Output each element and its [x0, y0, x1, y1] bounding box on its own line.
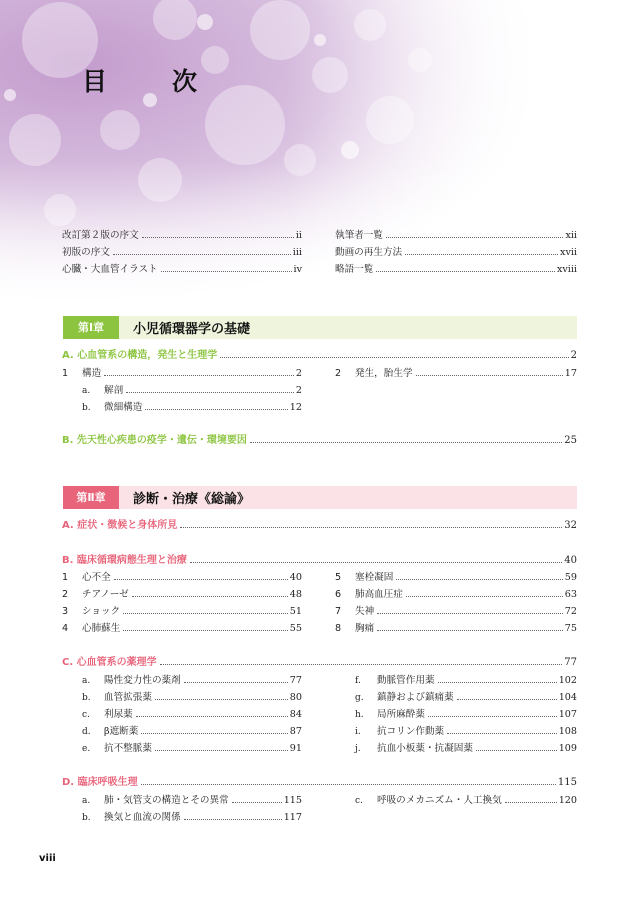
entry-label: 動画の再生方法 [335, 247, 403, 258]
entry-page: 2 [295, 385, 302, 396]
leader-dots [161, 271, 292, 272]
entry-page: iii [292, 247, 302, 258]
leader-dots [377, 630, 563, 631]
entry-page: 115 [283, 795, 302, 806]
entry-label: 呼吸のメカニズム・人工換気 [377, 795, 502, 806]
leader-dots [113, 254, 291, 255]
entry-label: β遮断薬 [104, 726, 139, 737]
chapter-1-badge: 第Ⅰ章 [63, 316, 119, 339]
leader-dots [376, 271, 555, 272]
entry-page: xviii [556, 264, 577, 275]
entry-label: 失神 [355, 606, 375, 617]
toc-entry[interactable] [355, 725, 577, 739]
leader-dots [141, 784, 556, 785]
toc-entry[interactable] [335, 588, 577, 601]
entry-label: 解剖 [104, 385, 124, 396]
entry-page: 77 [289, 675, 302, 686]
toc-entry[interactable] [82, 401, 302, 415]
entry-page: 55 [289, 623, 302, 634]
leader-dots [132, 596, 288, 597]
entry-page: 48 [289, 589, 302, 600]
entry-label: 利尿薬 [104, 709, 133, 720]
toc-entry[interactable] [62, 367, 302, 380]
section-label: B. 臨床循環病態生理と治療 [62, 555, 187, 566]
leader-dots [377, 613, 563, 614]
entry-label: 局所麻酔薬 [377, 709, 425, 720]
leader-dots [190, 562, 562, 563]
entry-page: 59 [564, 572, 577, 583]
entry-label: 初版の序文 [62, 247, 110, 258]
leader-dots [184, 819, 282, 820]
section-label: B. 先天性心疾患の疫学・遺伝・環境要因 [62, 435, 247, 446]
entry-page: 40 [289, 572, 302, 583]
entry-letter: b. [82, 693, 91, 703]
chapter-1-title: 小児循環器学の基礎 [133, 322, 251, 337]
entry-page: 17 [564, 368, 577, 379]
leader-dots [180, 527, 562, 528]
toc-entry[interactable] [62, 263, 302, 276]
entry-letter: c. [82, 710, 90, 720]
entry-label: 心不全 [82, 572, 111, 583]
toc-entry[interactable] [335, 367, 577, 380]
section-page: 2 [570, 350, 577, 361]
entry-page: 84 [289, 709, 302, 720]
entry-number: 5 [335, 572, 342, 583]
entry-label: 微細構造 [104, 402, 143, 413]
toc-entry[interactable] [82, 691, 302, 705]
entry-number: 3 [62, 606, 69, 617]
entry-label: 肺・気管支の構造とその異常 [104, 795, 229, 806]
toc-entry[interactable] [82, 725, 302, 739]
toc-entry[interactable] [82, 708, 302, 722]
leader-dots [447, 733, 557, 734]
leader-dots [416, 375, 563, 376]
section-label: C. 心血管系の薬理学 [62, 657, 157, 668]
entry-page: 80 [289, 692, 302, 703]
leader-dots [386, 237, 563, 238]
entry-label: 心臓・大血管イラスト [62, 264, 158, 275]
chapter-2-header[interactable] [63, 486, 577, 509]
entry-number: 1 [62, 368, 69, 379]
toc-entry[interactable] [355, 674, 577, 688]
leader-dots [476, 750, 557, 751]
toc-entry[interactable] [335, 622, 577, 635]
toc-entry[interactable] [62, 571, 302, 584]
toc-entry[interactable] [82, 384, 302, 398]
leader-dots [428, 716, 557, 717]
leader-dots [232, 802, 282, 803]
entry-page: iv [293, 264, 302, 275]
section-label: A. 心血管系の構造，発生と生理学 [62, 350, 218, 361]
toc-entry[interactable] [62, 605, 302, 618]
chapter-2-badge: 第Ⅱ章 [63, 486, 119, 509]
section-1a[interactable] [62, 349, 577, 362]
entry-page: 63 [564, 589, 577, 600]
entry-label: ショック [82, 606, 121, 617]
leader-dots [406, 596, 563, 597]
leader-dots [438, 682, 557, 683]
toc-entry[interactable] [62, 246, 302, 259]
section-2c[interactable] [62, 656, 577, 669]
entry-page: 75 [564, 623, 577, 634]
entry-label: 鎮静および鎮痛薬 [377, 692, 454, 703]
entry-letter: c. [355, 796, 363, 806]
entry-label: チアノーゼ [82, 589, 129, 600]
leader-dots [123, 613, 288, 614]
leader-dots [142, 237, 294, 238]
section-page: 25 [564, 435, 577, 446]
leader-dots [505, 802, 557, 803]
entry-label: 動脈管作用薬 [377, 675, 435, 686]
entry-page: 108 [558, 726, 577, 737]
leader-dots [104, 375, 294, 376]
section-page: 77 [564, 657, 577, 668]
toc-entry[interactable] [335, 229, 577, 242]
toc-entry[interactable] [335, 263, 577, 276]
toc-entry[interactable] [335, 571, 577, 584]
entry-letter: j. [355, 744, 361, 754]
section-1b[interactable] [62, 434, 577, 447]
entry-letter: b. [82, 403, 91, 413]
entry-page: ii [295, 230, 302, 241]
entry-page: 107 [558, 709, 577, 720]
leader-dots [136, 716, 288, 717]
entry-label: 血管拡張薬 [104, 692, 152, 703]
toc-entry[interactable] [355, 691, 577, 705]
entry-page: 72 [564, 606, 577, 617]
entry-number: 2 [62, 589, 69, 600]
entry-letter: a. [82, 796, 91, 806]
entry-number: 8 [335, 623, 342, 634]
leader-dots [123, 630, 287, 631]
leader-dots [155, 699, 288, 700]
entry-page: 120 [558, 795, 577, 806]
toc-entry[interactable] [355, 794, 577, 808]
entry-letter: d. [82, 727, 91, 737]
entry-letter: b. [82, 813, 91, 823]
entry-number: 7 [335, 606, 342, 617]
toc-entry[interactable] [62, 229, 302, 242]
entry-letter: e. [82, 744, 91, 754]
entry-label: 改訂第２版の序文 [62, 230, 139, 241]
chapter-2-title: 診断・治療《総論》 [133, 492, 251, 507]
chapter-1-header[interactable] [63, 316, 577, 339]
entry-page: 2 [295, 368, 302, 379]
leader-dots [457, 699, 557, 700]
toc-entry[interactable] [62, 622, 302, 635]
entry-letter: f. [355, 676, 361, 686]
toc-entry[interactable] [62, 588, 302, 601]
entry-page: 12 [289, 402, 302, 413]
entry-label: 胸痛 [355, 623, 375, 634]
entry-label: 換気と血流の関係 [104, 812, 181, 823]
leader-dots [250, 442, 562, 443]
entry-letter: h. [355, 710, 364, 720]
toc-entry[interactable] [82, 811, 302, 825]
entry-number: 2 [335, 368, 342, 379]
entry-label: 発生，胎生学 [355, 368, 413, 379]
entry-label: 肺高血圧症 [355, 589, 403, 600]
entry-page: xii [565, 230, 577, 241]
toc-entry[interactable] [82, 674, 302, 688]
leader-dots [405, 254, 558, 255]
page-title: 目 次 [82, 67, 218, 96]
entry-number: 4 [62, 623, 69, 634]
entry-page: 51 [289, 606, 302, 617]
toc-entry[interactable] [335, 246, 577, 259]
leader-dots [160, 664, 563, 665]
entry-page: 87 [289, 726, 302, 737]
section-label: D. 臨床呼吸生理 [62, 777, 138, 788]
entry-label: 心肺蘇生 [82, 623, 121, 634]
entry-number: 1 [62, 572, 69, 583]
entry-label: 塞栓凝固 [355, 572, 394, 583]
section-2d[interactable] [62, 776, 577, 789]
leader-dots [184, 682, 288, 683]
section-page: 115 [557, 777, 577, 788]
entry-letter: a. [82, 676, 91, 686]
entry-page: 109 [558, 743, 577, 754]
entry-page: 102 [558, 675, 577, 686]
entry-label: 陽性変力性の薬剤 [104, 675, 181, 686]
entry-label: 略語一覧 [335, 264, 374, 275]
entry-label: 構造 [82, 368, 102, 379]
section-label: A. 症状・徴候と身体所見 [62, 520, 178, 531]
toc-entry[interactable] [355, 742, 577, 756]
toc-entry[interactable] [82, 742, 302, 756]
entry-number: 6 [335, 589, 342, 600]
toc-entry[interactable] [82, 794, 302, 808]
leader-dots [114, 579, 288, 580]
section-2a[interactable] [62, 519, 577, 532]
entry-label: 抗不整脈薬 [104, 743, 152, 754]
toc-entry[interactable] [335, 605, 577, 618]
leader-dots [220, 357, 568, 358]
section-page: 40 [564, 555, 577, 566]
toc-entry[interactable] [355, 708, 577, 722]
leader-dots [126, 392, 294, 393]
entry-letter: i. [355, 727, 361, 737]
section-page: 32 [564, 520, 577, 531]
entry-label: 抗血小板薬・抗凝固薬 [377, 743, 473, 754]
entry-page: 104 [558, 692, 577, 703]
entry-page: 91 [289, 743, 302, 754]
leader-dots [396, 579, 562, 580]
entry-label: 執筆者一覧 [335, 230, 383, 241]
leader-dots [141, 733, 287, 734]
entry-label: 抗コリン作動薬 [377, 726, 445, 737]
leader-dots [155, 750, 288, 751]
leader-dots [145, 409, 287, 410]
entry-page: xvii [560, 247, 577, 258]
entry-letter: a. [82, 386, 91, 396]
page-number: viii [39, 853, 56, 864]
entry-letter: g. [355, 693, 364, 703]
section-2b[interactable] [62, 554, 577, 567]
entry-page: 117 [283, 812, 302, 823]
